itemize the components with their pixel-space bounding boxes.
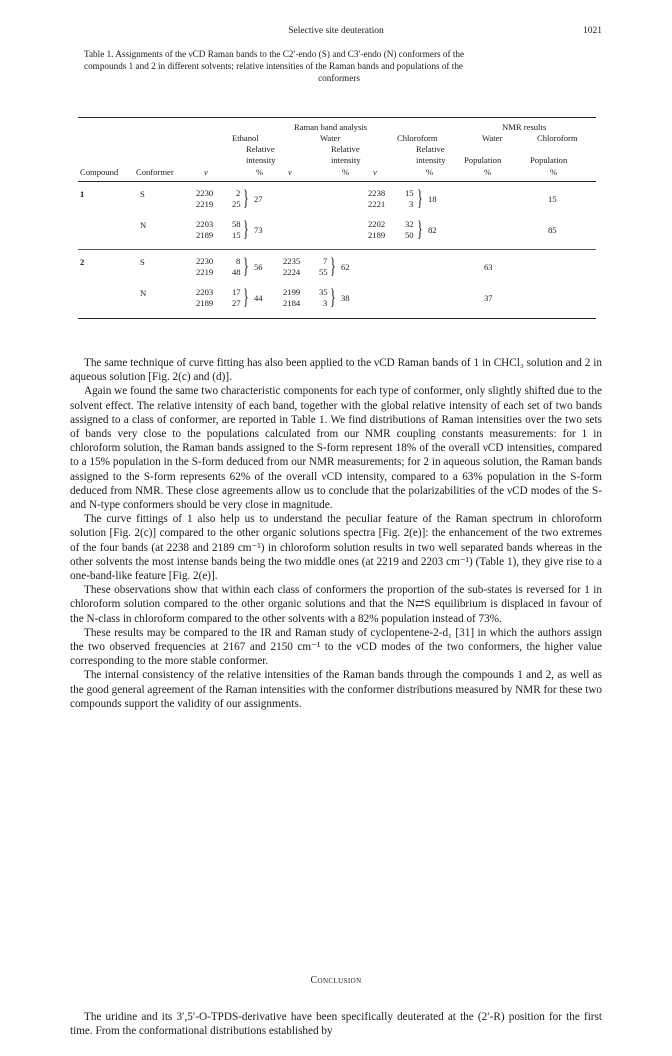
paragraph-7: The uridine and its 3′,5′-O-TPDS-derivative have been specifically deuterated at the (2′-R) position for the first time. From the conformational distributions established by <box>70 1011 602 1038</box>
row1-chl-int-a: 15 <box>405 188 414 198</box>
row4-conformer: N <box>140 288 147 298</box>
row4-eth-nu-b: 2189 <box>196 298 214 308</box>
running-header <box>70 26 602 40</box>
row1-eth-sum: 27 <box>254 194 263 204</box>
row3-eth-nu-a: 2230 <box>196 256 214 266</box>
row4-wat-nu-b: 2184 <box>283 298 301 308</box>
row4-eth-nu-a: 2203 <box>196 287 214 297</box>
row3-eth-int-b: 48 <box>232 267 241 277</box>
running-title: Selective site deuteration <box>288 26 384 36</box>
row2-chl-nu-a: 2202 <box>368 219 386 229</box>
row1-chl-brace: } <box>417 185 423 210</box>
row4-eth-sum: 44 <box>254 293 263 303</box>
page-number: 1021 <box>583 26 602 36</box>
row3-wat-int-a: 7 <box>323 256 328 266</box>
row3-wat-brace: } <box>330 253 336 278</box>
table-top-rule <box>78 117 596 118</box>
col-compound: Compound <box>80 167 119 177</box>
section-heading: Conclusion <box>310 975 362 986</box>
row1-chl-nu-a: 2238 <box>368 188 386 198</box>
sub-relative-3: Relative <box>416 144 445 154</box>
row3-wat-nu-a: 2235 <box>283 256 301 266</box>
paragraph-1: The same technique of curve fitting has also been applied to the νCD Raman bands of 1 in CHCl₃ solution and 2 in aqueous solution [Fig. 2(c) and (d)]. <box>70 357 602 384</box>
group-raman-header: Raman band analysis <box>294 122 368 132</box>
row1-eth-int-b: 25 <box>232 199 241 209</box>
row4-eth-int-b: 27 <box>232 298 241 308</box>
paragraph-3: The curve fittings of 1 also help us to understand the peculiar feature of the Raman spectrum in chloroform solution [Fig. 2(c)] compared to the other organic solutions spectra [Fig. 2(e)]: the enhancement of the two extremes of the four bands (at 2238 and 2189 cm⁻¹) in chloroform solution results in two well separated bands whereas in the other solvents the most intense bands being the two middle ones (at 2219 and 2203 cm⁻¹) (Table 1), they give rise to a one-band-like feature [Fig. 2(e)]. <box>70 513 602 583</box>
caption-line-3: conformers <box>318 73 360 83</box>
row2-eth-nu-b: 2189 <box>196 230 214 240</box>
col-nmr-chloroform: Chloroform <box>537 133 578 143</box>
col-water: Water <box>320 133 341 143</box>
row4-wat-int-a: 35 <box>319 287 328 297</box>
row3-eth-brace: } <box>243 253 249 278</box>
row3-compound: 2 <box>80 257 85 267</box>
row2-eth-brace: } <box>243 216 249 241</box>
table-bottom-rule <box>78 318 596 319</box>
row4-nmr-wat: 37 <box>484 293 493 303</box>
row3-wat-sum: 62 <box>341 262 350 272</box>
row4-wat-sum: 38 <box>341 293 350 303</box>
row3-nmr-wat: 63 <box>484 262 493 272</box>
row3-eth-sum: 56 <box>254 262 263 272</box>
row3-conformer: S <box>140 257 145 267</box>
row2-eth-sum: 73 <box>254 225 263 235</box>
row4-wat-int-b: 3 <box>323 298 328 308</box>
caption-line-2: compounds 1 and 2 in different solvents; relative intensities of the Raman bands and populations of the <box>84 61 463 71</box>
col-nu-3: ν <box>373 167 377 177</box>
col-pct-2: % <box>342 167 350 177</box>
row2-chl-sum: 82 <box>428 225 437 235</box>
sub-intensity-3: intensity <box>416 155 446 165</box>
paragraph-5: These results may be compared to the IR and Raman study of cyclopentene-2-d₁ [31] in which the authors assign the two observed frequencies at 2167 and 2150 cm⁻¹ to the νCD modes of the two conformers, the higher value corresponding to the more stable conformer. <box>70 626 602 668</box>
row4-eth-brace: } <box>243 284 249 309</box>
sub-relative-1: Relative <box>246 144 275 154</box>
row1-eth-nu-a: 2230 <box>196 188 214 198</box>
table-mid-rule <box>78 249 596 250</box>
group-nmr-header: NMR results <box>502 122 547 132</box>
table-caption <box>84 48 594 84</box>
col-pct-1: % <box>256 167 264 177</box>
row2-eth-int-a: 58 <box>232 219 241 229</box>
row1-conformer: S <box>140 189 145 199</box>
row1-nmr-chl: 15 <box>548 194 557 204</box>
paragraph-4: These observations show that within each class of conformers the proportion of the sub-states is reversed for 1 in chloroform solution compared to the other organic solutions and that the N⇄S equilibrium is displaced in favour of the N-class in chloroform compared to the other solvents with a 82% population instead of 73%. <box>70 584 602 625</box>
sub-population-2: Population <box>530 155 568 165</box>
col-pct-3: % <box>426 167 434 177</box>
table-header-rule <box>78 181 596 182</box>
row1-compound: 1 <box>80 189 85 199</box>
caption-line-1: Table 1. Assignments of the νCD Raman bands to the C2′-endo (S) and C3′-endo (N) conformers of the <box>84 49 465 59</box>
row1-chl-int-b: 3 <box>409 199 414 209</box>
row2-nmr-chl: 85 <box>548 225 557 235</box>
col-pct-4: % <box>484 167 492 177</box>
row1-eth-brace: } <box>243 185 249 210</box>
paragraph-6: The internal consistency of the relative intensities of the Raman bands through the compounds 1 and 2, as well as the good general agreement of the Raman intensities with the conformer distributions measured by NMR for these two compounds support the validity of our assignments. <box>70 669 602 710</box>
row2-chl-brace: } <box>417 216 423 241</box>
row1-chl-nu-b: 2221 <box>368 199 386 209</box>
row4-eth-int-a: 17 <box>232 287 241 297</box>
row4-wat-brace: } <box>330 284 336 309</box>
row3-eth-nu-b: 2219 <box>196 267 214 277</box>
sub-population-1: Population <box>464 155 502 165</box>
row1-chl-sum: 18 <box>428 194 437 204</box>
col-ethanol: Ethanol <box>232 133 259 143</box>
row3-wat-nu-b: 2224 <box>283 267 301 277</box>
col-nmr-water: Water <box>482 133 503 143</box>
col-nu-2: ν <box>288 167 292 177</box>
row3-eth-int-a: 8 <box>236 256 241 266</box>
sub-relative-2: Relative <box>331 144 360 154</box>
row2-eth-int-b: 15 <box>232 230 241 240</box>
row2-eth-nu-a: 2203 <box>196 219 214 229</box>
paragraph-2: Again we found the same two characteristic components for each type of conformer, only slightly shifted due to the solvent effect. The relative intensity of each band, together with the global relative intensity of each set of two bands assigned to a class of conformer, are reported in Table 1. We find distributions of Raman intensities over the two sets of bands very close to the populations calculated from our NMR coupling constants measurements: for 1 in chloroform solution, the Raman bands assigned to the S-form represent 18% of the overall νCD intensities, compared to a 15% population in the S-form deduced from our NMR measurements; for 2 in aqueous solution, the Raman bands assigned to the S-form represents 62% of the overall νCD intensity, compared to a 63% population in the S-form deduced from NMR. These close agreements allow us to conclude that the polarizabilities of the νCD modes of the S- and N-type conformers should be very close in magnitude. <box>70 385 602 512</box>
col-chloroform: Chloroform <box>397 133 438 143</box>
body-text <box>70 356 602 711</box>
body-text-conclusion <box>70 1010 602 1038</box>
row2-chl-int-b: 50 <box>405 230 414 240</box>
sub-intensity-1: intensity <box>246 155 276 165</box>
sub-intensity-2: intensity <box>331 155 361 165</box>
row3-wat-int-b: 55 <box>319 267 328 277</box>
col-conformer: Conformer <box>136 167 174 177</box>
row2-chl-int-a: 32 <box>405 219 414 229</box>
row4-wat-nu-a: 2199 <box>283 287 301 297</box>
row2-conformer: N <box>140 220 147 230</box>
col-nu-1: ν <box>204 167 208 177</box>
row1-eth-int-a: 2 <box>236 188 241 198</box>
row2-chl-nu-b: 2189 <box>368 230 386 240</box>
col-pct-5: % <box>550 167 558 177</box>
row1-eth-nu-b: 2219 <box>196 199 214 209</box>
